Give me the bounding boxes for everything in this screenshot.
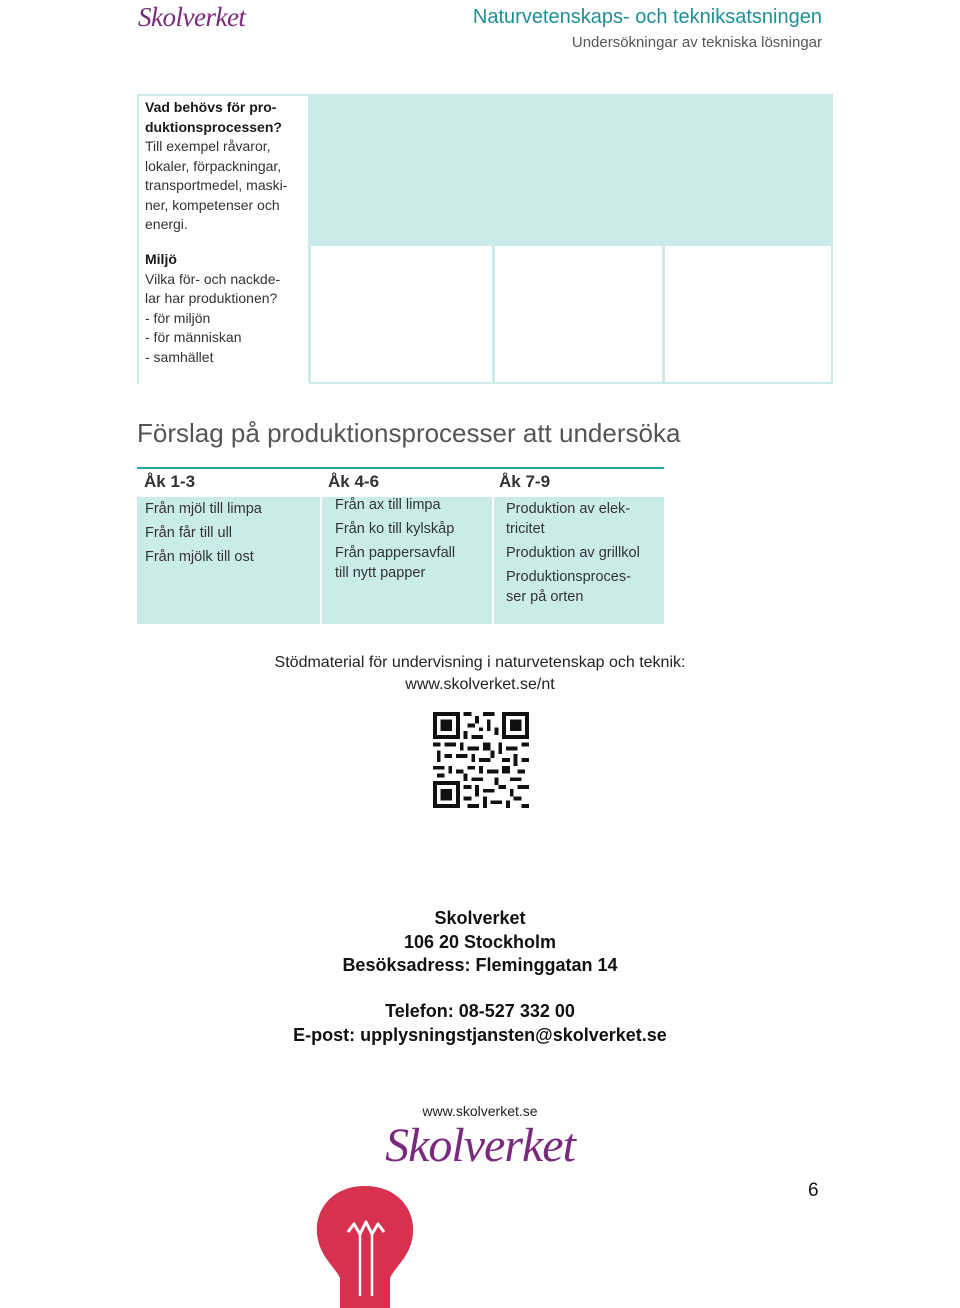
grade-heading: Åk 1-3 xyxy=(137,469,320,497)
grade-item: Produktion av grillkol xyxy=(506,545,640,561)
worksheet-table xyxy=(137,94,833,384)
grade-item: tricitet xyxy=(506,521,545,537)
requirements-line: transportmedel, maski- xyxy=(145,177,288,193)
org-name: Skolverket xyxy=(434,908,526,928)
column-divider xyxy=(492,96,495,382)
light-bulb-icon xyxy=(300,1178,430,1308)
environment-line: - för människan xyxy=(145,329,242,345)
environment-line: - samhället xyxy=(145,348,214,365)
grade-items-3 xyxy=(506,499,640,607)
header-subtitle: Undersökningar av tekniska lösningar xyxy=(571,34,822,51)
section-title: Förslag på produktionsprocesser att undersöka xyxy=(137,418,681,448)
column-divider xyxy=(308,96,311,382)
environment-line: Vilka för- och nackde- xyxy=(145,270,281,287)
grade-item: Från mjöl till limpa xyxy=(145,501,262,517)
grade-item: Från ax till limpa xyxy=(335,497,441,513)
grade-item: ser på orten xyxy=(506,589,584,605)
grade-item: Från mjölk till ost xyxy=(145,549,254,565)
header-title: Naturvetenskaps- och tekniksatsningen xyxy=(472,6,822,28)
email-address[interactable]: E-post: upplysningstjansten@skolverket.se xyxy=(293,1024,667,1045)
skolverket-logo: Skolverket xyxy=(138,2,246,32)
environment-line: - för miljön xyxy=(145,309,211,326)
postal-address: 106 20 Stockholm xyxy=(403,931,557,952)
skolverket-logo-large: Skolverket xyxy=(385,1119,575,1172)
requirements-line: energi. xyxy=(145,216,188,232)
requirements-line: Till exempel råvaror, xyxy=(145,138,271,154)
phone-number: Telefon: 08-527 332 00 xyxy=(385,1001,575,1021)
grade-item: till nytt papper xyxy=(335,565,426,581)
column-divider xyxy=(662,96,665,382)
table-cell-environment xyxy=(139,246,309,384)
support-text xyxy=(0,652,960,696)
grade-item: Produktion av elek- xyxy=(506,501,631,517)
grade-item: Produktionsproces- xyxy=(506,569,631,585)
page-number: 6 xyxy=(808,1180,819,1201)
address-block xyxy=(0,907,960,978)
qr-code-icon[interactable] xyxy=(433,712,529,808)
environment-line: lar har produktionen? xyxy=(145,290,278,306)
visiting-address: Besöksadress: Fleminggatan 14 xyxy=(342,955,618,975)
grade-table xyxy=(137,467,664,624)
support-link[interactable]: www.skolverket.se/nt xyxy=(405,676,555,693)
support-line: Stödmaterial för undervisning i naturvetenskap och teknik: xyxy=(274,654,686,671)
grade-heading: Åk 7-9 xyxy=(494,469,664,497)
requirements-heading: Vad behövs för pro- duktionsprocessen? xyxy=(145,99,282,135)
grade-items-2 xyxy=(335,495,455,583)
grade-item: Från pappersavfall xyxy=(335,545,456,561)
table-cell-requirements xyxy=(139,96,309,246)
requirements-line: lokaler, förpackningar, xyxy=(145,157,282,174)
environment-heading: Miljö xyxy=(145,251,177,267)
grade-items-1 xyxy=(145,497,262,569)
footer-url[interactable]: www.skolverket.se xyxy=(422,1103,538,1119)
grade-item: Från får till ull xyxy=(145,525,233,541)
contact-block xyxy=(0,1000,960,1047)
requirements-line: ner, kompetenser och xyxy=(145,196,280,213)
grade-heading: Åk 4-6 xyxy=(322,469,492,497)
grade-item: Från ko till kylskåp xyxy=(335,521,455,537)
